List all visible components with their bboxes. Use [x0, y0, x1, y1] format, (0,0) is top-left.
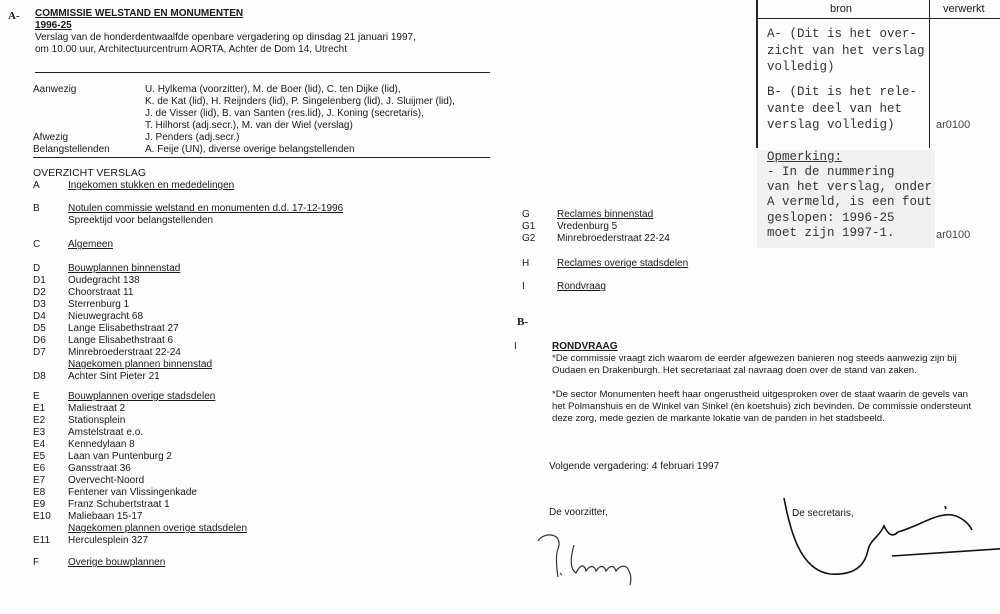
item-text: Laan van Puntenburg 2 [68, 451, 172, 462]
item-text: Minrebroederstraat 22-24 [68, 347, 181, 358]
chair-signature [530, 525, 690, 595]
rondvraag-item-2: *De sector Monumenten heeft haar ongerustheid uitgesproken over de staat waarin de gevels van het Polmanshuis en de Winkel van Sinkel (èn koetshuis) zich bevinden. De commissie ondersteunt deze zorg, mede gezien de markante lokatie van de panden in het stadsbeeld. [552, 389, 972, 424]
item-text: Franz Schubertstraat 1 [68, 499, 170, 510]
item-code: G [522, 209, 530, 220]
attendance-label: Belangstellenden [33, 144, 110, 155]
note-b: B- (Dit is het rele- vante deel van het verslag volledig) [767, 85, 918, 132]
attendance-value: T. Hilhorst (adj.secr.), M. van der Wiel (verslag) [145, 120, 353, 131]
item-code: E [33, 391, 40, 402]
marker-a: A- [8, 10, 20, 22]
item-code: D3 [33, 299, 46, 310]
item-code: G1 [522, 221, 536, 232]
code-remark: ar0100 [936, 229, 971, 241]
item-code: D2 [33, 287, 46, 298]
item-text: Bouwplannen overige stadsdelen [68, 391, 216, 402]
item-code: D8 [33, 371, 46, 382]
item-text: Nieuwegracht 68 [68, 311, 144, 322]
attendance-value: K. de Kat (lid), H. Reijnders (lid), P. Singelenberg (lid), J. Sluijmer (lid), [145, 96, 455, 107]
item-code: D4 [33, 311, 46, 322]
item-code: D [33, 263, 41, 274]
item-code: I [522, 281, 525, 292]
divider [33, 157, 490, 158]
item-text: Ingekomen stukken en mededelingen [68, 180, 235, 191]
item-code: D7 [33, 347, 46, 358]
overview-title: OVERZICHT VERSLAG [33, 167, 146, 179]
item-text: Reclames overige stadsdelen [557, 258, 689, 269]
item-text: Gansstraat 36 [68, 463, 131, 474]
col-verwerkt: verwerkt [943, 3, 985, 15]
rondvraag-item-1: *De commissie vraagt zich waarom de eerder afgewezen banieren nog steeds aanwezig zijn bij Oudaen en Drakenburgh. Het secretariaat zal navraag doen over de stand van zaken. [552, 353, 957, 376]
rondvraag-code: I [514, 341, 517, 352]
item-text: Lange Elisabethstraat 6 [68, 335, 174, 346]
attendance-value: J. de Visser (lid), B. van Santen (res.lid), J. Koning (secretaris), [145, 108, 424, 119]
col-bron: bron [830, 3, 853, 15]
attendance-value: J. Penders (adj.secr.) [145, 132, 240, 143]
item-text: Notulen commissie welstand en monumenten d.d. 17-12-1996 [68, 203, 344, 214]
item-text: Oudegracht 138 [68, 275, 140, 286]
item-text: Amstelstraat e.o. [68, 427, 144, 438]
header-line-2: om 10.00 uur, Architectuurcentrum AORTA, Achter de Dom 14, Utrecht [35, 44, 347, 55]
table-column-divider [929, 0, 930, 148]
item-code: E8 [33, 487, 46, 498]
item-text: Algemeen [68, 239, 114, 250]
item-code: E2 [33, 415, 46, 426]
item-text: Fentener van Vlissingenkade [68, 487, 197, 498]
divider [35, 72, 490, 73]
code-b: ar0100 [936, 119, 971, 131]
header-line-1: Verslag van de honderdentwaalfde openbare vergadering op dinsdag 21 januari 1997, [35, 32, 416, 43]
remark-title: Opmerking: [767, 150, 843, 164]
item-code: D5 [33, 323, 46, 334]
attendance-value: A. Feije (UN), diverse overige belangstellenden [145, 144, 355, 155]
item-code: C [33, 239, 41, 250]
item-code: E11 [33, 535, 51, 546]
table-header-rule [756, 18, 1000, 19]
item-code: B [33, 203, 40, 214]
item-text: Sterrenburg 1 [68, 299, 130, 310]
item-code: E4 [33, 439, 46, 450]
item-code: F [33, 557, 40, 568]
item-text: Overige bouwplannen [68, 557, 166, 568]
attendance-label: Afwezig [33, 132, 69, 143]
item-text: Bouwplannen binnenstad [68, 263, 181, 274]
item-code: E1 [33, 403, 46, 414]
item-code: D1 [33, 275, 46, 286]
item-text: Maliebaan 15-17 [68, 511, 143, 522]
report-number: 1996-25 [35, 20, 72, 31]
next-meeting: Volgende vergadering: 4 februari 1997 [549, 461, 720, 472]
item-code: E9 [33, 499, 46, 510]
marker-b: B- [517, 316, 528, 328]
secretary-signature [780, 490, 1000, 600]
rondvraag-title: RONDVRAAG [552, 341, 618, 352]
document-title: COMMISSIE WELSTAND EN MONUMENTEN [35, 8, 244, 19]
item-text: Rondvraag [557, 281, 606, 292]
item-text: Choorstraat 11 [68, 287, 134, 298]
item-text: Kennedylaan 8 [68, 439, 135, 450]
item-text: Stationsplein [68, 415, 126, 426]
remark-text: - In de nummering van het verslag, onder A vermeld, is een fout geslopen: 1996-25 moet zijn 1997-1. [767, 165, 933, 240]
chair-label: De voorzitter, [549, 507, 608, 518]
note-a: A- (Dit is het over- zicht van het verslag volledig) [767, 27, 925, 74]
item-text: Vredenburg 5 [557, 221, 618, 232]
attendance-label: Aanwezig [33, 84, 77, 95]
item-text: Herculesplein 327 [68, 535, 149, 546]
item-text: Spreektijd voor belangstellenden [68, 215, 214, 226]
item-text: Achter Sint Pieter 21 [68, 371, 160, 382]
item-code: G2 [522, 233, 536, 244]
item-text: Nagekomen plannen binnenstad [68, 359, 212, 370]
item-text: Lange Elisabethstraat 27 [68, 323, 179, 334]
item-text: Nagekomen plannen overige stadsdelen [68, 523, 248, 534]
item-code: D6 [33, 335, 46, 346]
item-text: Minrebroederstraat 22-24 [557, 233, 670, 244]
item-text: Maliestraat 2 [68, 403, 126, 414]
item-code: E10 [33, 511, 51, 522]
table-border-left [756, 0, 758, 148]
item-text: Overvecht-Noord [68, 475, 145, 486]
item-code: E3 [33, 427, 46, 438]
item-code: E7 [33, 475, 46, 486]
attendance-value: U. Hylkema (voorzitter), M. de Boer (lid), C. ten Dijke (lid), [145, 84, 401, 95]
item-code: E6 [33, 463, 46, 474]
item-code: E5 [33, 451, 46, 462]
item-code: A [33, 180, 40, 191]
secretary-label: De secretaris, [792, 508, 854, 519]
item-text: Reclames binnenstad [557, 209, 654, 220]
item-code: H [522, 258, 530, 269]
